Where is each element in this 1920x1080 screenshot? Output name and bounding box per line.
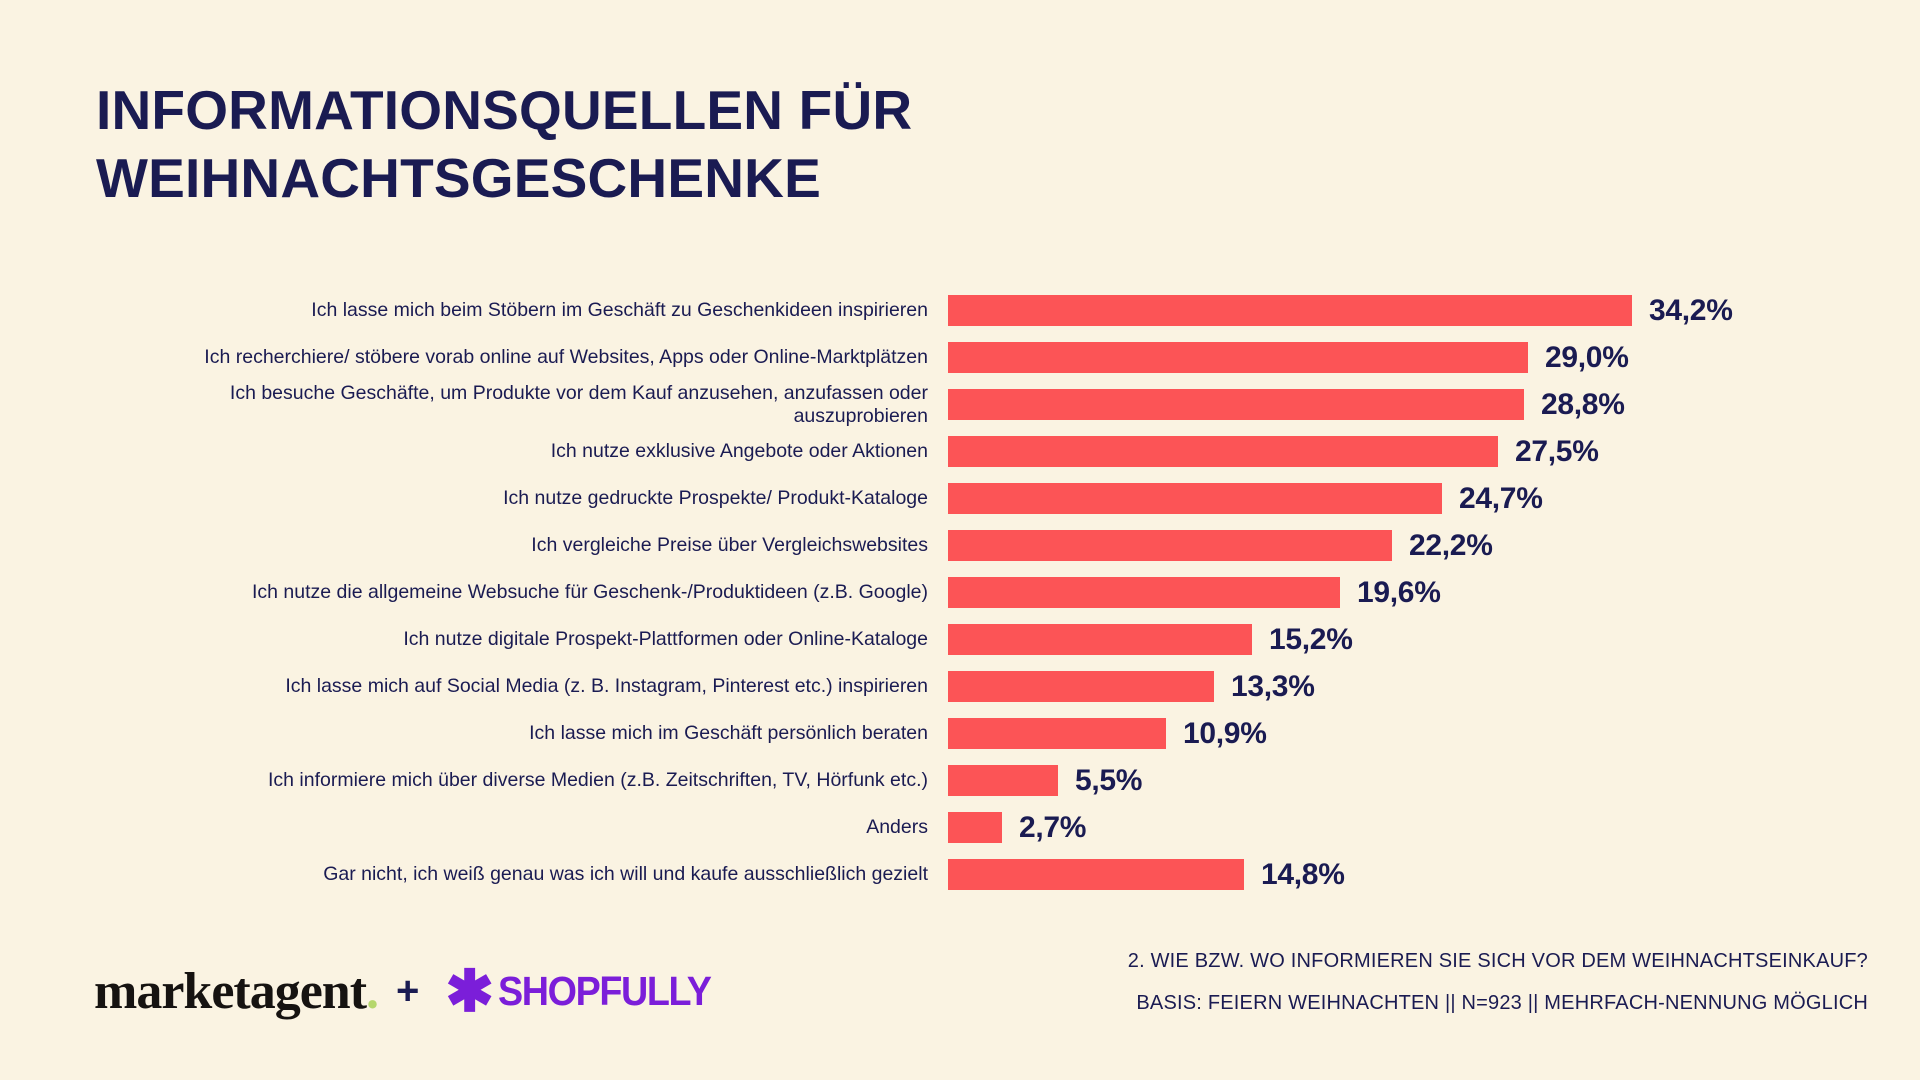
bar-value: 29,0% [1545, 340, 1629, 374]
chart-row [96, 663, 1886, 710]
marketagent-logo-text: marketagent [94, 963, 367, 1020]
bar-chart [96, 287, 1886, 898]
bar-value: 15,2% [1269, 622, 1353, 656]
bar-category-label: Ich recherchiere/ stöbere vorab online auf Websites, Apps oder Online-Marktplätzen [204, 346, 928, 368]
bar [948, 859, 1244, 890]
marketagent-logo-dot: . [366, 963, 379, 1020]
chart-row [96, 287, 1886, 334]
bar [948, 671, 1214, 702]
bar-value: 28,8% [1541, 387, 1625, 421]
chart-row [96, 804, 1886, 851]
bar-value: 24,7% [1459, 481, 1543, 515]
bar [948, 624, 1252, 655]
bar [948, 812, 1002, 843]
bar-category-label: Gar nicht, ich weiß genau was ich will und kaufe ausschließlich gezielt [323, 863, 928, 885]
chart-row [96, 334, 1886, 381]
brand-logos [94, 958, 729, 1024]
bar [948, 389, 1524, 420]
bar-category-label: Anders [866, 816, 928, 838]
bar-category-label: Ich lasse mich auf Social Media (z. B. Instagram, Pinterest etc.) inspirieren [285, 675, 928, 697]
page-title-line1: INFORMATIONSQUELLEN FÜR [96, 79, 913, 141]
shopfully-logo-text: SHOPFULLY [498, 968, 711, 1014]
page-title-line2: WEIHNACHTSGESCHENKE [96, 147, 821, 209]
bar-value: 14,8% [1261, 857, 1345, 891]
bar [948, 577, 1340, 608]
bar-value: 22,2% [1409, 528, 1493, 562]
bar-value: 19,6% [1357, 575, 1441, 609]
bar-value: 34,2% [1649, 293, 1733, 327]
bar-category-label: Ich besuche Geschäfte, um Produkte vor dem Kauf anzusehen, anzufassen oder auszuprobieren [229, 381, 928, 427]
chart-row [96, 616, 1886, 663]
bar-value: 27,5% [1515, 434, 1599, 468]
bar [948, 295, 1632, 326]
bar [948, 436, 1498, 467]
source-note [1128, 950, 1868, 1034]
bar-value: 2,7% [1019, 810, 1087, 844]
bar [948, 483, 1442, 514]
chart-row [96, 851, 1886, 898]
bar-category-label: Ich lasse mich beim Stöbern im Geschäft zu Geschenkideen inspirieren [311, 299, 928, 321]
bar-value: 10,9% [1183, 716, 1267, 750]
shopfully-logo [445, 958, 729, 1024]
chart-row [96, 475, 1886, 522]
asterisk-icon: ✱ [445, 958, 494, 1024]
survey-question: 2. WIE BZW. WO INFORMIEREN SIE SICH VOR DEM WEIHNACHTSEINKAUF? [1127, 950, 1868, 972]
bar-category-label: Ich lasse mich im Geschäft persönlich beraten [529, 722, 928, 744]
plus-sign: + [396, 969, 420, 1013]
bar [948, 718, 1166, 749]
bar-category-label: Ich nutze gedruckte Prospekte/ Produkt-Kataloge [503, 487, 928, 509]
bar-category-label: Ich vergleiche Preise über Vergleichswebsites [531, 534, 928, 556]
bar-category-label: Ich nutze die allgemeine Websuche für Geschenk-/Produktideen (z.B. Google) [251, 581, 928, 603]
chart-row [96, 569, 1886, 616]
page-title [96, 76, 912, 212]
bar [948, 530, 1392, 561]
survey-basis: BASIS: FEIERN WEIHNACHTEN || N=923 || MEHRFACH-NENNUNG MÖGLICH [1136, 992, 1868, 1014]
bar [948, 765, 1058, 796]
chart-row [96, 757, 1886, 804]
bar-category-label: Ich nutze exklusive Angebote oder Aktionen [550, 440, 928, 462]
chart-row [96, 710, 1886, 757]
marketagent-logo [94, 962, 378, 1021]
bar-category-label: Ich nutze digitale Prospekt-Plattformen oder Online-Kataloge [403, 628, 928, 650]
chart-row [96, 428, 1886, 475]
bar-value: 5,5% [1075, 763, 1143, 797]
bar-category-label: Ich informiere mich über diverse Medien (z.B. Zeitschriften, TV, Hörfunk etc.) [267, 769, 928, 791]
bar-value: 13,3% [1231, 669, 1315, 703]
chart-row [96, 381, 1886, 428]
chart-row [96, 522, 1886, 569]
bar [948, 342, 1528, 373]
